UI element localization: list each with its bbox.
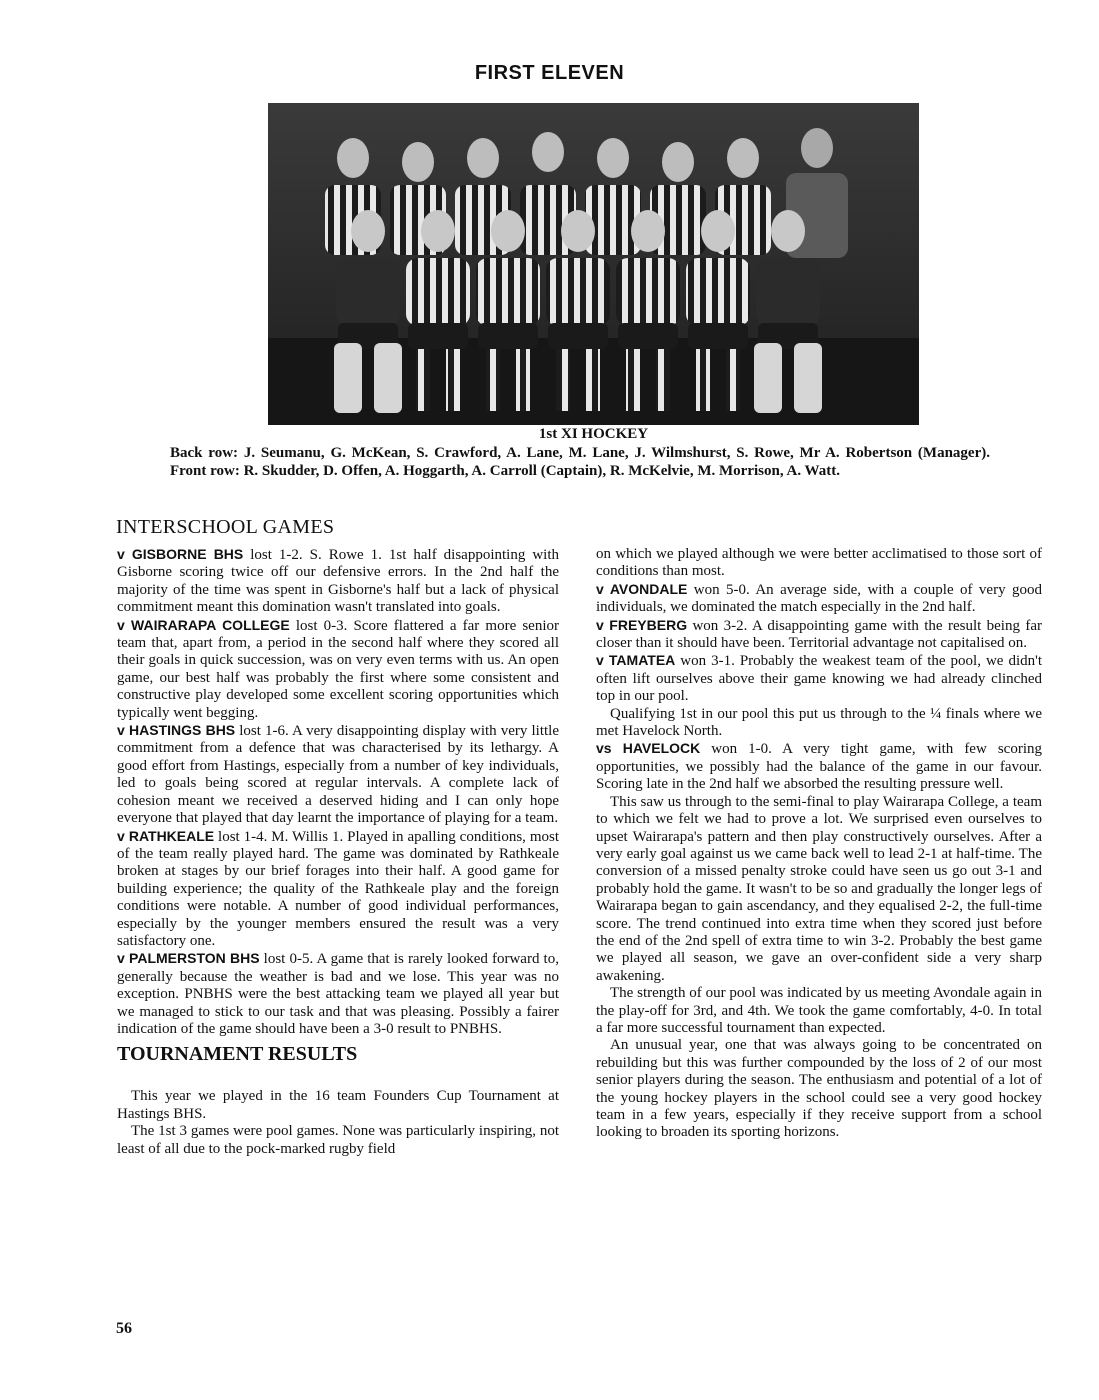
player-shirt	[476, 258, 540, 326]
player-head	[491, 210, 525, 252]
player-head	[727, 138, 759, 178]
opponent-name: v PALMERSTON BHS	[117, 950, 260, 967]
player-sock	[446, 349, 460, 411]
goalkeeper-jersey	[756, 258, 820, 326]
player-head	[561, 210, 595, 252]
player-shirt	[546, 258, 610, 326]
player-shirt	[686, 258, 750, 326]
player-head	[337, 138, 369, 178]
player-head	[351, 210, 385, 252]
player-shorts	[618, 323, 678, 349]
page-title: FIRST ELEVEN	[474, 62, 625, 84]
opponent-name: vs HAVELOCK	[596, 740, 701, 757]
player-shirt	[616, 258, 680, 326]
tournament-heading: TOURNAMENT RESULTS	[117, 1043, 358, 1066]
player-shorts	[478, 323, 538, 349]
game-summary: lost 1-4. M. Willis 1. Played in apalling conditions, most of the team really played hard. The game was dominated by Rathkeale broken at stages by our brief forages into their half. A good game for building experience; the quality of the Rathkeale play and the foreign conditions were notable. A number of good individual performances, especially by the younger members ensured the result was a very satisfactory one.	[117, 828, 560, 949]
player-sock	[486, 349, 500, 411]
game-report	[117, 617, 559, 722]
game-summary: lost 0-3. Score flattered a far more senior team that, apart from, a period in the second half where they scored all their goals in quick succession, was on very even terms with us. An open game, our best half was probably the first where some consistent and constructive play developed some excellent scoring opportunities which typically went begging.	[117, 617, 559, 721]
player-sock	[586, 349, 600, 411]
page-number: 56	[116, 1320, 132, 1337]
player-shorts	[548, 323, 608, 349]
photo-caption: Back row: J. Seumanu, G. McKean, S. Crawford, A. Lane, M. Lane, J. Wilmshurst, S. Rowe, Mr A. Robertson (Manager). Front row: R. Skudder, D. Offen, A. Hoggarth, A. Carroll (Captain), R. McKelvie, M. Morrison, A. Watt.	[170, 445, 990, 479]
player-head	[532, 132, 564, 172]
right-column	[596, 546, 1042, 1142]
game-report	[596, 652, 1042, 705]
continued-paragraph: on which we played although we were better acclimatised to those sort of conditions than most.	[596, 546, 1042, 580]
photo-caption-title: 1st XI HOCKEY	[538, 426, 649, 442]
opponent-name: v AVONDALE	[596, 580, 688, 597]
game-report	[596, 581, 1042, 617]
tournament-paragraph: The 1st 3 games were pool games. None was particularly inspiring, not least of all due to the pock-marked rugby field	[117, 1123, 559, 1157]
player-sock	[556, 349, 570, 411]
player-shirt	[585, 185, 641, 255]
game-report	[596, 617, 1042, 653]
opponent-name: v HASTINGS BHS	[117, 722, 236, 739]
player-shirt	[406, 258, 470, 326]
goalkeeper-pad	[754, 343, 782, 413]
goalkeeper-pad	[794, 343, 822, 413]
goalkeeper-pad	[334, 343, 362, 413]
game-report	[596, 740, 1042, 793]
body-paragraph: This saw us through to the semi-final to play Wairarapa College, a team to which we felt we had to prove a lot. We surprised even ourselves to upset Wairarapa's pattern and then play constructively ourselves. After a very early goal against us we came back well to lead 2-1 at half-time. The conversion of a missed penalty stroke could have seen us go out 3-1 and probably hold the game. It wasn't to be so and gradually the longer legs of Wairarapa began to gain ascendancy, and they equalised 2-2, the full-time score. The trend continued into extra time when they scored just before the end of the 2nd spell of extra time to win 3-2. Probably the best game we played all season, we gave an over-confident side a very sharp awakening.	[596, 793, 1042, 984]
section-heading: INTERSCHOOL GAMES	[116, 516, 335, 538]
opponent-name: v TAMATEA	[596, 652, 676, 669]
body-paragraph: Qualifying 1st in our pool this put us through to the ¼ finals where we met Havelock North.	[596, 705, 1042, 740]
game-summary: lost 1-6. A very disappointing display with very little commitment from a defence that was characterised by its lethargy. A good effort from Hastings, especially from a number of key individuals, led to goals being scored at regular intervals. A complete lack of cohesion meant we received a deserved hiding and I can only hope everyone that played that day learnt the importance of playing for a team.	[117, 723, 559, 827]
goalkeeper-jersey	[336, 258, 400, 326]
left-column	[117, 546, 559, 1158]
player-shorts	[408, 323, 468, 349]
player-sock	[626, 349, 640, 411]
goalkeeper-pad	[374, 343, 402, 413]
player-sock	[726, 349, 740, 411]
opponent-name: v GISBORNE BHS	[117, 546, 244, 562]
body-paragraph: An unusual year, one that was always going to be concentrated on rebuilding but this was further compounded by the loss of 2 of our most senior players during the season. The enthusiasm and potential of a lot of the young hockey players in the school could see a very good hockey team in a few years, especially if they receive support from a school looking to broaden its sporting horizons.	[596, 1037, 1042, 1141]
opponent-name: v FREYBERG	[596, 616, 688, 633]
team-photo	[268, 103, 919, 425]
player-head	[597, 138, 629, 178]
manager-head	[801, 128, 833, 168]
game-report	[117, 546, 559, 617]
player-sock	[696, 349, 710, 411]
game-summary: won 3-1. Probably the weakest team of the pool, we didn't often lift ourselves above their game knowing we had already clinched top in our pool.	[596, 653, 1042, 705]
team-photo-illustration	[268, 103, 919, 425]
game-report	[117, 722, 559, 827]
opponent-name: v RATHKEALE	[117, 827, 215, 844]
game-report	[117, 828, 559, 951]
player-head	[402, 142, 434, 182]
game-summary: won 5-0. An average side, with a couple of very good individuals, we dominated the match especially in the 2nd half.	[596, 581, 1042, 616]
game-summary: won 3-2. A disappointing game with the result being far closer than it should have been. Territorial advantage not capitalised on.	[596, 617, 1042, 652]
player-sock	[656, 349, 670, 411]
game-report	[117, 950, 559, 1038]
game-summary: lost 1-2. S. Rowe 1. 1st half disappointing with Gisborne scoring twice off our defensive errors. In the 2nd half the majority of the time was spent in Gisborne's half but a lack of physical commitment meant this domination wasn't translated into goals.	[117, 547, 559, 616]
player-head	[662, 142, 694, 182]
player-sock	[516, 349, 530, 411]
game-summary: lost 0-5. A game that is rarely looked forward to, generally because the weather is bad and we lose. This year was no exception. PNBHS were the best attacking team we played all year but we managed to stick to our task and that was pleasing. Possibly a fairer indication of the game should have been a 3-0 result to PNBHS.	[117, 951, 559, 1037]
body-paragraph: The strength of our pool was indicated by us meeting Avondale again in the play-off for 3rd, and 4th. We took the game comfortably, 4-0. In total a far more successful tournament than expected.	[596, 985, 1042, 1036]
opponent-name: v WAIRARAPA COLLEGE	[117, 616, 290, 633]
player-head	[701, 210, 735, 252]
player-head	[467, 138, 499, 178]
player-sock	[416, 349, 430, 411]
player-head	[631, 210, 665, 252]
player-head	[771, 210, 805, 252]
player-head	[421, 210, 455, 252]
tournament-paragraph: This year we played in the 16 team Founders Cup Tournament at Hastings BHS.	[117, 1088, 559, 1122]
game-summary: won 1-0. A very tight game, with few scoring opportunities, we possibly had the balance of the game in our favour. Scoring late in the 2nd half we absorbed the resulting pressure well.	[596, 741, 1042, 793]
player-shorts	[688, 323, 748, 349]
